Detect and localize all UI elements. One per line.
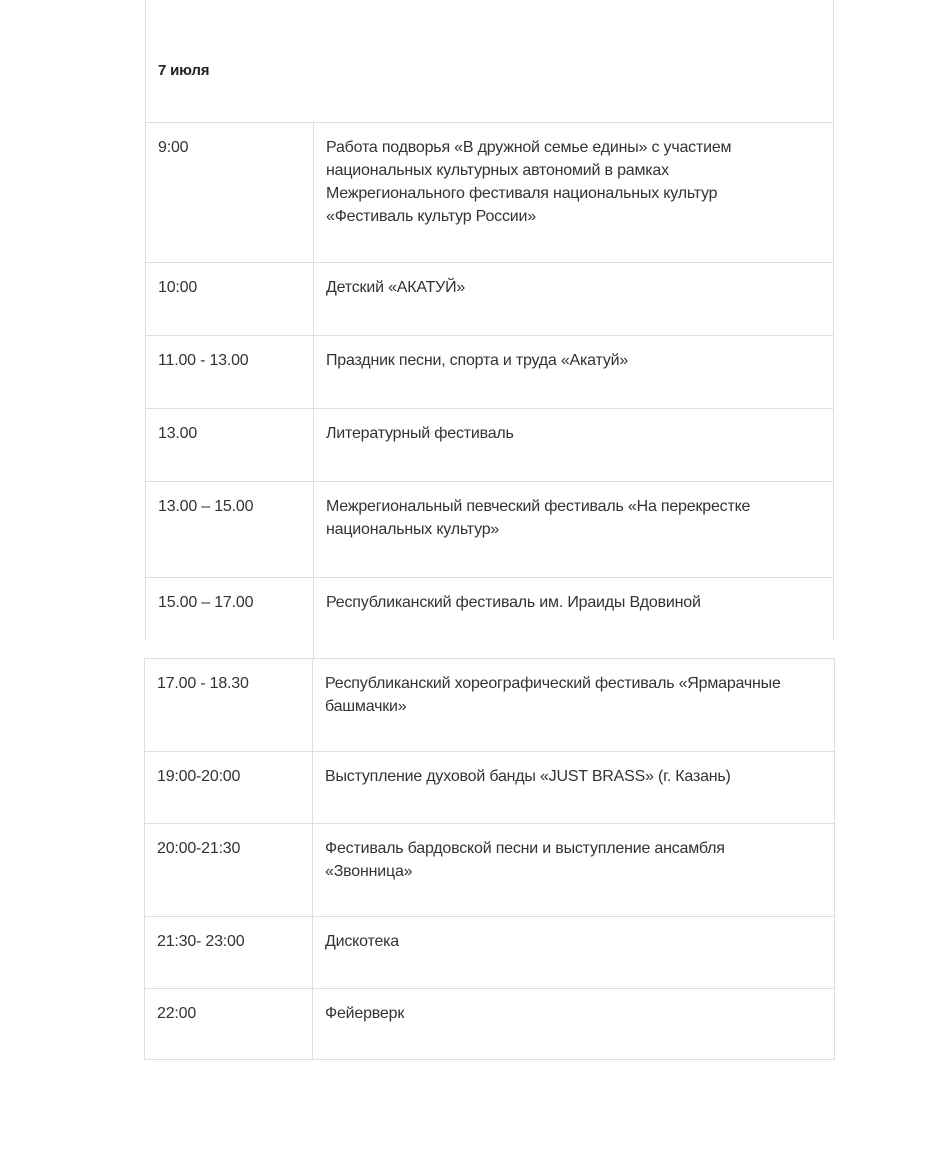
time-cell: 21:30- 23:00 [145,917,313,988]
time-cell: 15.00 – 17.00 [146,578,314,641]
table-gap [313,641,834,658]
event-cell: Фейерверк [325,1005,405,1022]
event-cell: Работа подворья «В дружной семье едины» с участием национальных культурных автономий в рамках Межрегионального фестиваля национальных культур «Фестиваль культур России» [326,139,732,225]
event-cell: Фестиваль бардовской песни и выступление ансамбля «Звонница» [325,840,725,880]
schedule-table [145,0,834,1060]
date-label: 7 июля [158,62,210,79]
table-row [144,824,835,917]
table-row [145,578,834,641]
table-row [145,123,834,263]
event-cell: Выступление духовой банды «JUST BRASS» (г. Казань) [325,768,731,785]
time-cell: 19:00-20:00 [145,752,313,823]
time-cell: 17.00 - 18.30 [145,659,313,751]
table-row [144,659,835,752]
schedule-section-a [145,123,834,641]
time-cell: 13.00 – 15.00 [146,482,314,577]
schedule-section-b [144,658,835,1060]
event-cell: Республиканский фестиваль им. Ираиды Вдовиной [326,594,701,611]
event-cell: Детский «АКАТУЙ» [326,279,466,296]
table-row [144,752,835,824]
event-cell: Дискотека [325,933,399,950]
table-row [144,989,835,1060]
time-cell: 11.00 - 13.00 [146,336,314,408]
table-row [145,336,834,409]
table-row [145,482,834,578]
time-cell: 20:00-21:30 [145,824,313,916]
event-cell: Праздник песни, спорта и труда «Акатуй» [326,352,629,369]
time-cell: 22:00 [145,989,313,1059]
date-header-row [145,0,834,123]
table-row [145,263,834,336]
time-cell: 9:00 [146,123,314,262]
event-cell: Литературный фестиваль [326,425,514,442]
time-cell: 10:00 [146,263,314,335]
event-cell: Республиканский хореографический фестиваль «Ярмарачные башмачки» [325,675,781,715]
event-cell: Межрегиональный певческий фестиваль «На перекрестке национальных культур» [326,498,751,538]
time-cell: 13.00 [146,409,314,481]
table-row [145,409,834,482]
table-row [144,917,835,989]
